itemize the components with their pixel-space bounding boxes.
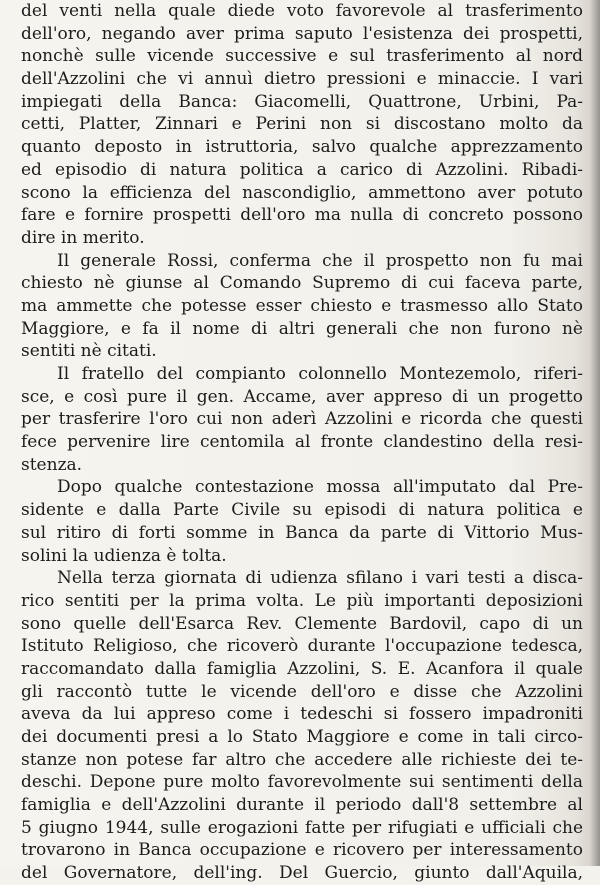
- text-line: sidente e dalla Parte Civile su episodi di natura politica e: [21, 500, 583, 521]
- text-line: fare e fornire prospetti dell'oro ma nulla di concreto possono: [21, 205, 583, 226]
- text-line: Dopo qualche contestazione mossa all'imputato dal Pre-: [57, 477, 583, 498]
- text-line: quanto deposto in istruttoria, salvo qualche apprezzamento: [21, 137, 583, 158]
- text-line: sentiti nè citati.: [21, 341, 157, 362]
- text-line: sono quelle dell'Esarca Rev. Clemente Bardovil, capo di un: [21, 613, 583, 634]
- text-line: famiglia e dell'Azzolini durante il periodo dall'8 settembre al: [21, 795, 583, 816]
- text-line: cetti, Platter, Zinnari e Perini non si discostano molto da: [21, 114, 583, 135]
- text-line: trovarono in Banca occupazione e ricovero per interessamento: [21, 840, 583, 861]
- text-line: dire in merito.: [21, 227, 145, 248]
- text-line: stanze non potese far altro che accedere alle richieste dei te-: [21, 749, 583, 770]
- text-line: gli raccontò tutte le vicende dell'oro e disse che Azzolini: [21, 681, 583, 702]
- text-line: Il fratello del compianto colonnello Montezemolo, riferi-: [57, 364, 583, 384]
- text-line: sce, e così pure il gen. Accame, aver appreso di un progetto: [21, 386, 583, 407]
- text-line: stenza.: [21, 454, 83, 475]
- text-line: ed episodio di natura politica a carico di Azzolini. Ribadi-: [21, 159, 583, 180]
- text-line: chiesto nè giunse al Comando Supremo di cui faceva parte,: [21, 273, 583, 294]
- text-line: dei documenti presi a lo Stato Maggiore e come in tali circo-: [21, 727, 583, 747]
- text-line: Nella terza giornata di udienza sfilano i vari testi a disca-: [57, 568, 583, 589]
- text-line: impiegati della Banca: Giacomelli, Quattrone, Urbini, Pa-: [21, 91, 583, 112]
- text-line: Maggiore, e fa il nome di altri generali che non furono nè: [21, 318, 583, 339]
- text-line: rico sentiti per la prima volta. Le più importanti deposizioni: [21, 590, 583, 611]
- text-line: del venti nella quale diede voto favorevole al trasferimento: [21, 1, 583, 21]
- text-line: ma ammette che potesse esser chiesto e trasmesso allo Stato: [21, 295, 583, 316]
- text-line: solini la udienza è tolta.: [21, 545, 227, 566]
- text-line: dell'oro, negando aver prima saputo l'esistenza dei prospetti,: [21, 23, 583, 44]
- page-edge-shadow: [590, 0, 600, 866]
- text-line: Il generale Rossi, conferma che il prospetto non fu mai: [57, 250, 583, 271]
- text-line: sul ritiro di forti somme in Banca da parte di Vittorio Mus-: [21, 522, 583, 543]
- text-line: per trasferire l'oro cui non aderì Azzolini e ricorda che questi: [21, 409, 583, 430]
- text-line: del Governatore, dell'ing. Del Guercio, giunto dall'Aquila,: [21, 863, 583, 884]
- text-line: scono la efficienza del nascondiglio, ammettono aver potuto: [21, 182, 583, 203]
- text-line: raccomandato dalla famiglia Azzolini, S. E. Acanfora il quale: [21, 658, 583, 679]
- body-text: [21, 0, 583, 885]
- text-line: Istituto Religioso, che ricoverò durante l'occupazione tedesca,: [21, 636, 583, 657]
- text-line: fece pervenire lire centomila al fronte clandestino della resi-: [21, 432, 583, 453]
- text-line: 5 giugno 1944, sulle erogazioni fatte per rifugiati e ufficiali che: [21, 817, 583, 838]
- text-line: deschi. Depone pure molto favorevolmente sui sentimenti della: [21, 772, 583, 793]
- text-line: dell'Azzolini che vi annuì dietro pressioni e minaccie. I vari: [21, 69, 583, 90]
- text-line: aveva da lui appreso come i tedeschi si fossero impadroniti: [21, 704, 583, 725]
- text-line: nonchè sulle vicende successive e sul trasferimento al nord: [21, 46, 583, 67]
